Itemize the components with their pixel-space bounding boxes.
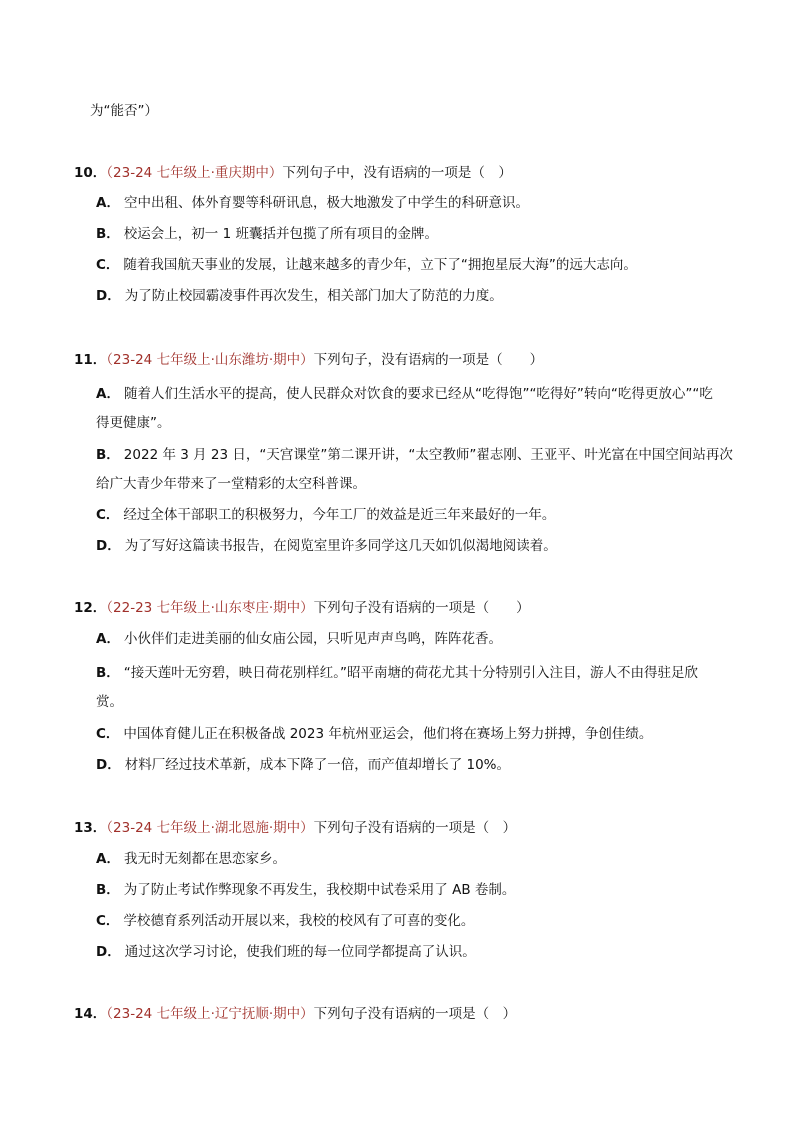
option-text: 经过全体干部职工的积极努力，今年工厂的效益是近三年来最好的一年。 (123, 507, 556, 523)
option-b (96, 663, 734, 683)
option-label: B． (96, 665, 120, 681)
option-d (96, 286, 734, 306)
option-d (96, 755, 734, 775)
source-open-paren: （ (106, 165, 114, 181)
question-number: 13． (74, 820, 107, 836)
question-text: 下列句子没有语病的一项是（ ） (313, 1006, 517, 1022)
source-open-paren: （ (106, 352, 114, 368)
option-label: D． (96, 288, 121, 304)
option-a (96, 384, 734, 404)
option-label: D． (96, 944, 121, 960)
question-14 (74, 1004, 734, 1024)
question-text: 下列句子没有语病的一项是（ ） (313, 820, 517, 836)
question-stem (74, 350, 734, 370)
source-close-paren: ） (300, 352, 314, 368)
option-text: 材料厂经过技术革新，成本下降了一倍，而产值却增长了 10%。 (124, 757, 511, 773)
option-a (96, 629, 734, 649)
option-text: 为了写好这篇读书报告，在阅览室里许多同学这几天如饥似渴地阅读着。 (124, 538, 557, 554)
question-13 (74, 818, 734, 962)
question-stem (74, 598, 734, 618)
option-a-continued: 得更健康”。 (96, 415, 171, 431)
question-text: 下列句子没有语病的一项是（ ） (313, 600, 530, 616)
option-label: A． (96, 631, 120, 647)
option-b (96, 224, 734, 244)
option-text: “接天莲叶无穷碧，映日荷花别样红。”昭平南塘的荷花尤其十分特别引入注目，游人不由得驻足欣 (123, 665, 699, 681)
option-label: A． (96, 851, 120, 867)
source-close-paren: ） (300, 820, 314, 836)
option-c (96, 255, 734, 275)
option-text: 中国体育健儿正在积极备战 2023 年杭州亚运会，他们将在赛场上努力拼搏，争创佳绩。 (123, 726, 653, 742)
option-c (96, 724, 734, 744)
option-b-continued: 给广大青少年带来了一堂精彩的太空科普课。 (96, 476, 366, 492)
question-number: 10． (74, 165, 107, 181)
option-text: 通过这次学习讨论，使我们班的每一位同学都提高了认识。 (124, 944, 476, 960)
question-text: 下列句子中，没有语病的一项是（ ） (282, 165, 512, 181)
option-a (96, 193, 734, 213)
source-open-paren: （ (106, 600, 114, 616)
question-stem (74, 818, 734, 838)
question-source: 23-24 七年级上·重庆期中 (113, 165, 269, 181)
source-close-paren: ） (268, 165, 283, 181)
question-text: 下列句子，没有语病的一项是（ ） (313, 352, 544, 368)
option-label: A． (96, 195, 120, 211)
option-d (96, 942, 734, 962)
option-label: C． (96, 507, 120, 523)
option-b (96, 445, 734, 465)
option-c (96, 911, 734, 931)
option-label: C． (96, 257, 120, 273)
source-close-paren: ） (300, 600, 314, 616)
question-11 (74, 350, 734, 556)
question-source: 22-23 七年级上·山东枣庄·期中 (113, 600, 301, 616)
option-label: C． (96, 726, 120, 742)
option-b-continued: 赏。 (96, 694, 123, 710)
question-stem (74, 163, 734, 183)
option-text: 小伙伴们走进美丽的仙女庙公园，只听见声声鸟鸣，阵阵花香。 (123, 631, 502, 647)
option-b (96, 880, 734, 900)
option-text: 随着人们生活水平的提高，使人民群众对饮食的要求已经从“吃得饱”“吃得好”转向“吃得更放心”“吃 (123, 386, 713, 402)
option-label: B． (96, 447, 120, 463)
option-text: 学校德育系列活动开展以来，我校的校风有了可喜的变化。 (123, 913, 475, 929)
option-label: D． (96, 538, 121, 554)
option-text: 随着我国航天事业的发展，让越来越多的青少年，立下了“拥抱星辰大海”的远大志向。 (123, 257, 637, 273)
question-source: 23-24 七年级上·山东潍坊·期中 (113, 352, 301, 368)
question-source: 23-24 七年级上·辽宁抚顺·期中 (113, 1006, 301, 1022)
question-12 (74, 598, 734, 775)
question-source: 23-24 七年级上·湖北恩施·期中 (113, 820, 301, 836)
option-label: D． (96, 757, 121, 773)
option-label: A． (96, 386, 120, 402)
source-close-paren: ） (300, 1006, 314, 1022)
option-text: 为了防止考试作弊现象不再发生，我校期中试卷采用了 AB 卷制。 (123, 882, 516, 898)
question-10 (74, 163, 734, 306)
question-number: 14． (74, 1006, 107, 1022)
option-c (96, 505, 734, 525)
option-label: C． (96, 913, 120, 929)
source-open-paren: （ (106, 1006, 114, 1022)
option-text: 2022 年 3 月 23 日，“天宫课堂”第二课开讲，“太空教师”翟志刚、王亚平、叶光富在中国空间站再次 (123, 447, 733, 463)
option-label: B． (96, 882, 120, 898)
option-label: B． (96, 226, 120, 242)
question-number: 11． (74, 352, 107, 368)
option-text: 我无时无刻都在思恋家乡。 (123, 851, 286, 867)
question-number: 12． (74, 600, 107, 616)
option-text: 校运会上，初一 1 班囊括并包揽了所有项目的金牌。 (123, 226, 438, 242)
previous-answer-tail: 为“能否”） (90, 103, 158, 119)
option-text: 为了防止校园霸凌事件再次发生，相关部门加大了防范的力度。 (124, 288, 503, 304)
question-stem (74, 1004, 734, 1024)
source-open-paren: （ (106, 820, 114, 836)
option-text: 空中出租、体外育婴等科研讯息，极大地激发了中学生的科研意识。 (123, 195, 529, 211)
option-a (96, 849, 734, 869)
option-d (96, 536, 734, 556)
